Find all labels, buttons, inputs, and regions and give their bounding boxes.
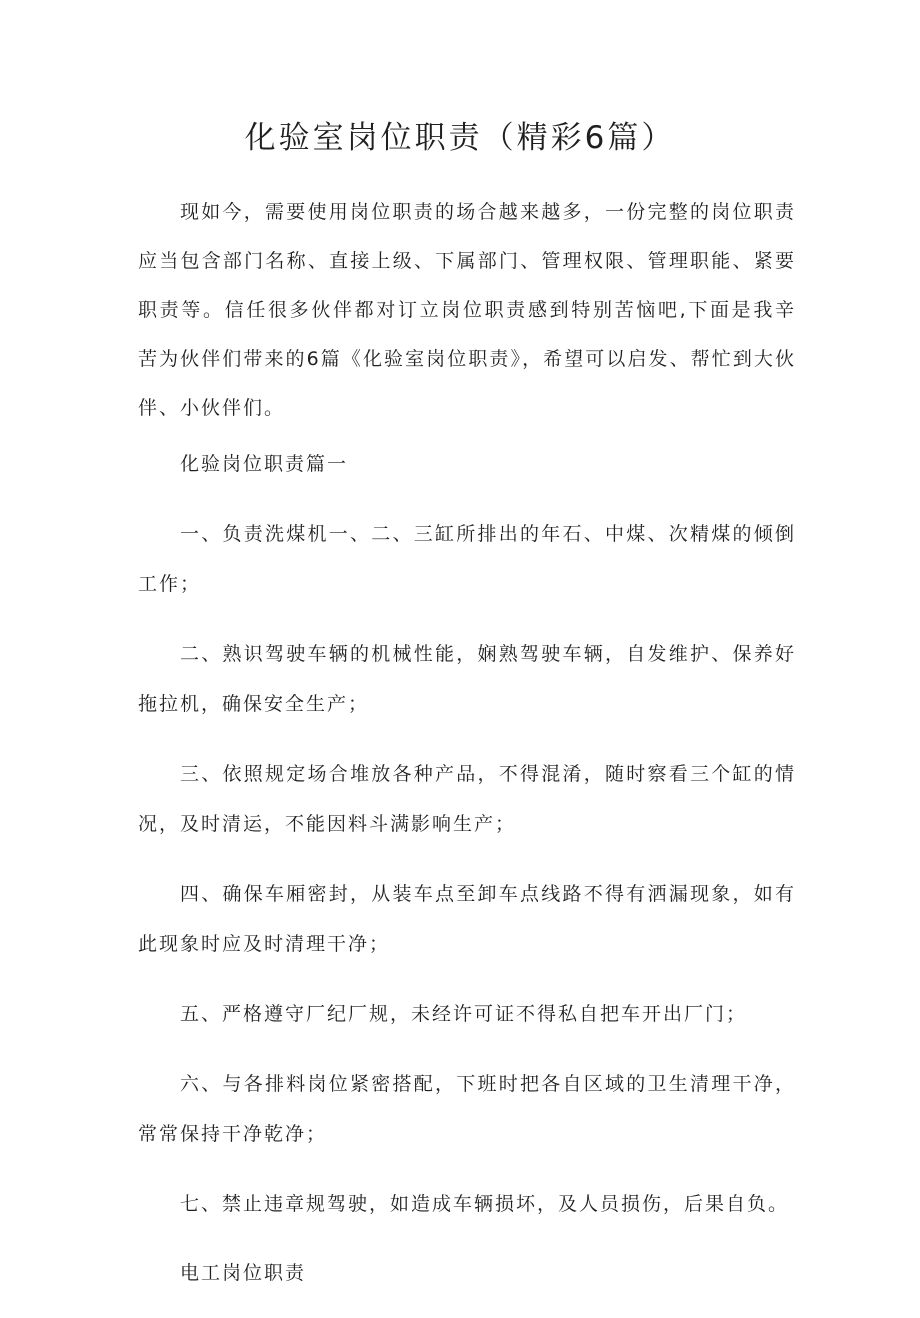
duty-item-7: 七、禁止违章规驾驶，如造成车辆损坏，及人员损伤，后果自负。: [180, 1193, 790, 1215]
intro-paragraph: 现如今，需要使用岗位职责的场合越来越多，一份完整的岗位职责应当包含部门名称、直接上级、下属部门、管理权限、管理职能、紧要职责等。信任很多伙伴都对订立岗位职责感到特别苦恼吧,下面是我辛苦为伙伴们带来的6篇《化验室岗位职责》，希望可以启发、帮忙到大伙伴、小伙伴们。: [138, 201, 796, 419]
duty-item-1: 一、负责洗煤机一、二、三缸所排出的年石、中煤、次精煤的倾倒工作；: [138, 523, 796, 595]
duty-item-3: 三、依照规定场合堆放各种产品，不得混淆，随时察看三个缸的情况，及时清运，不能因料斗满影响生产；: [138, 763, 796, 835]
duty-item-4: 四、确保车厢密封，从装车点至卸车点线路不得有洒漏现象，如有此现象时应及时清理干净；: [138, 883, 796, 955]
section-heading-2: 电工岗位职责: [180, 1262, 307, 1284]
document-body: [138, 188, 796, 1318]
duty-item-2: 二、熟识驾驶车辆的机械性能，娴熟驾驶车辆，自发维护、保养好拖拉机，确保安全生产；: [138, 643, 796, 715]
section-heading-1: 化验岗位职责篇一: [180, 453, 349, 475]
duty-item-5: 五、严格遵守厂纪厂规，未经许可证不得私自把车开出厂门；: [180, 1003, 748, 1025]
document-title: 化验室岗位职责（精彩6篇）: [244, 120, 676, 156]
duty-item-6: 六、与各排料岗位紧密搭配，下班时把各自区域的卫生清理干净，常常保持干净乾净；: [138, 1073, 796, 1145]
